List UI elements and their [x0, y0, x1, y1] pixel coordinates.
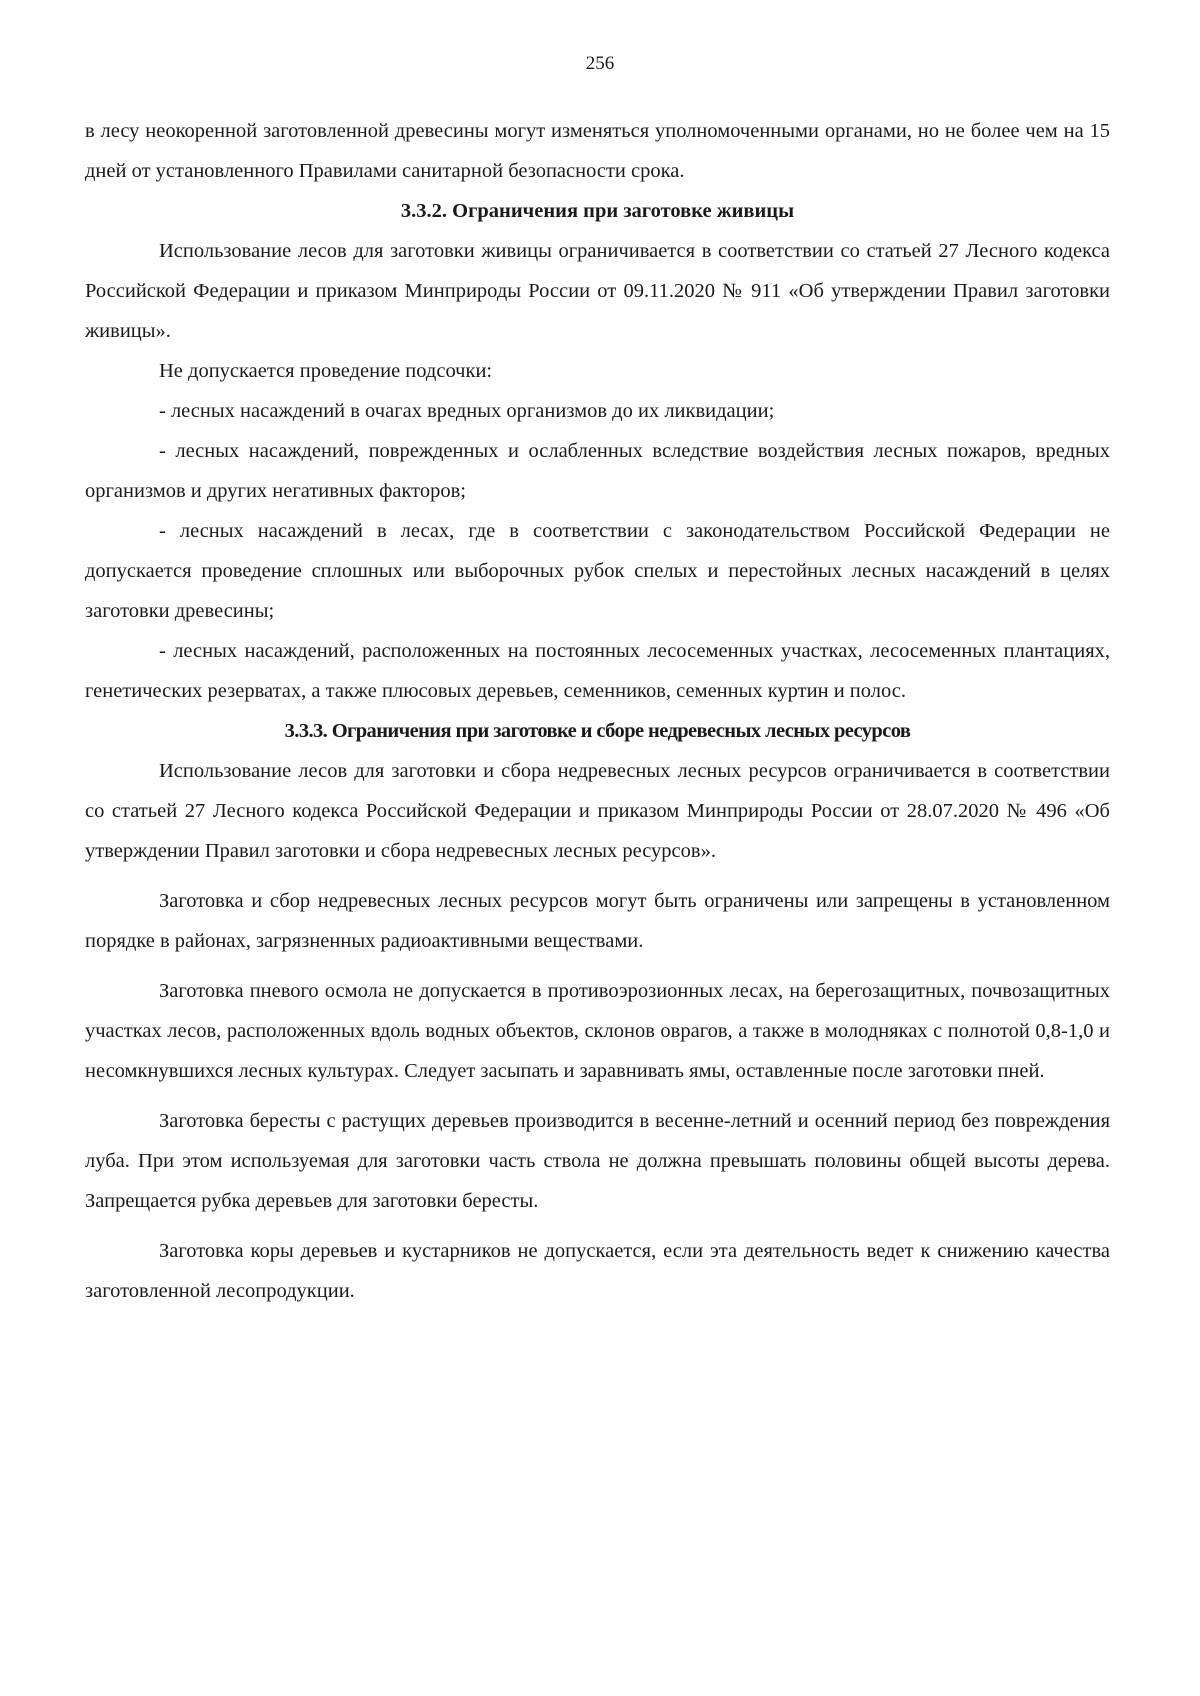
page-number: 256 — [585, 53, 615, 74]
paragraph: Заготовка бересты с растущих деревьев производится в весенне-летний и осенний период без повреждения луба. При этом используемая для заготовки часть ствола не должна превышать половины общей высоты дерева. Запрещается рубка деревьев для заготовки бересты. — [85, 1110, 1110, 1212]
document-body — [85, 111, 1110, 1311]
paragraph: Заготовка и сбор недревесных лесных ресурсов могут быть ограничены или запрещены в установленном порядке в районах, загрязненных радиоактивными веществами. — [85, 890, 1110, 952]
paragraph: Заготовка коры деревьев и кустарников не допускается, если эта деятельность ведет к снижению качества заготовленной лесопродукции. — [85, 1240, 1110, 1302]
list-item: - лесных насаждений в очагах вредных организмов до их ликвидации; — [159, 400, 775, 422]
list-item: - лесных насаждений, поврежденных и ослабленных вследствие воздействия лесных пожаров, вредных организмов и других негативных факторов; — [85, 440, 1110, 502]
intro-paragraph: в лесу неокоренной заготовленной древесины могут изменяться уполномоченными органами, но не более чем на 15 дней от установленного Правилами санитарной безопасности срока. — [85, 120, 1110, 182]
paragraph: Использование лесов для заготовки живицы ограничивается в соответствии со статьей 27 Лесного кодекса Российской Федерации и приказом Минприроды России от 09.11.2020 № 911 «Об утверждении Правил заготовки живицы». — [85, 240, 1110, 342]
section-heading-3-3-3: 3.3.3. Ограничения при заготовке и сборе недревесных лесных ресурсов — [284, 720, 911, 742]
paragraph: Заготовка пневого осмола не допускается в противоэрозионных лесах, на берегозащитных, почвозащитных участках лесов, расположенных вдоль водных объектов, склонов оврагов, а также в молодняках с полнотой 0,8-1,0 и несомкнувшихся лесных культурах. Следует засыпать и заравнивать ямы, оставленные после заготовки пней. — [85, 980, 1110, 1082]
paragraph: Не допускается проведение подсочки: — [159, 360, 493, 382]
section-heading-3-3-2: 3.3.2. Ограничения при заготовке живицы — [400, 200, 795, 222]
paragraph: Использование лесов для заготовки и сбора недревесных лесных ресурсов ограничивается в соответствии со статьей 27 Лесного кодекса Российской Федерации и приказом Минприроды России от 28.07.2020 № 496 «Об утверждении Правил заготовки и сбора недревесных лесных ресурсов». — [85, 760, 1110, 862]
list-item: - лесных насаждений в лесах, где в соответствии с законодательством Российской Федерации не допускается проведение сплошных или выборочных рубок спелых и перестойных лесных насаждений в целях заготовки древесины; — [85, 520, 1110, 622]
list-item: - лесных насаждений, расположенных на постоянных лесосеменных участках, лесосеменных плантациях, генетических резерватах, а также плюсовых деревьев, семенников, семенных куртин и полос. — [85, 640, 1110, 702]
